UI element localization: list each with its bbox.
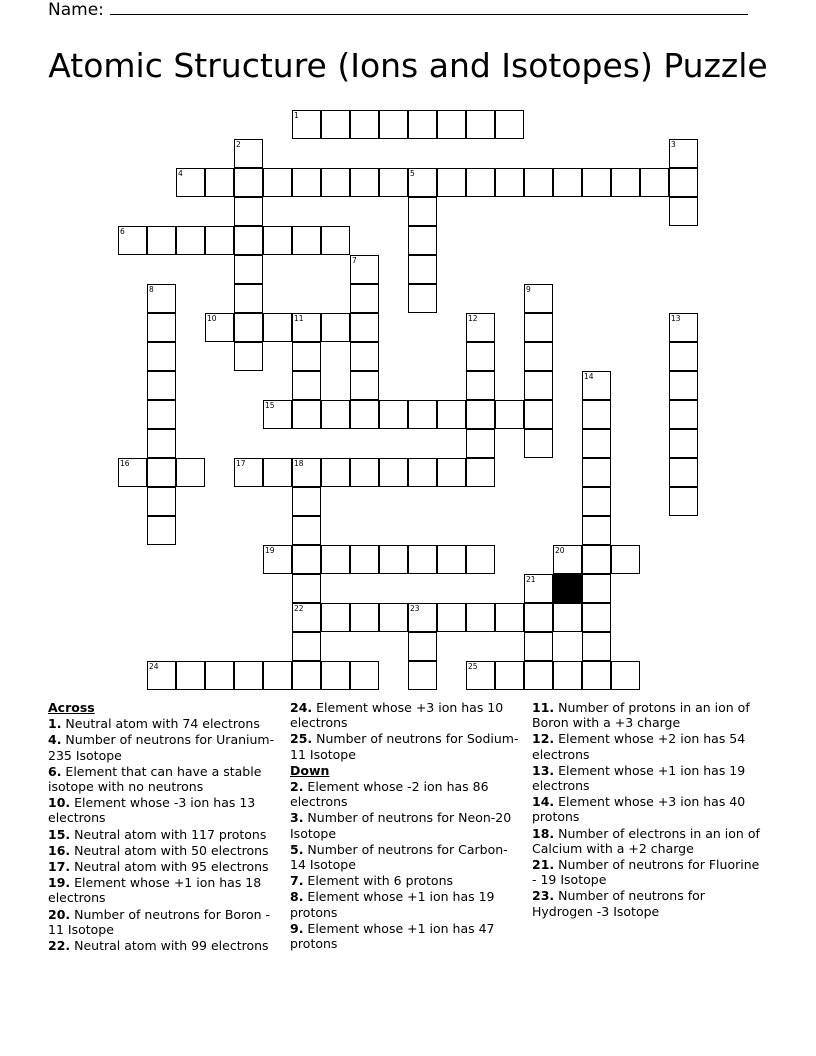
- crossword-cell[interactable]: [582, 661, 611, 690]
- clue-number: 24: [149, 662, 159, 671]
- crossword-cell[interactable]: [147, 400, 176, 429]
- crossword-cell[interactable]: [582, 400, 611, 429]
- clue-item-text: Neutral atom with 95 electrons: [70, 859, 269, 875]
- clue-item-number: 7.: [290, 873, 304, 889]
- clue-item-text: Element whose +1 ion has 47 protons: [290, 920, 495, 952]
- clue-item-number: 24.: [290, 700, 313, 715]
- clue-item: [532, 700, 764, 730]
- crossword-cell[interactable]: [234, 168, 263, 197]
- clue-item: [48, 938, 280, 953]
- clue-number: 1: [294, 111, 299, 120]
- crossword-cell[interactable]: [466, 313, 495, 342]
- clue-item-number: 23.: [532, 888, 555, 904]
- clue-item-text: Element whose +2 ion has 54 electrons: [532, 731, 746, 762]
- clue-number: 22: [294, 604, 304, 613]
- clue-item: [290, 889, 522, 919]
- crossword-cell[interactable]: [147, 284, 176, 313]
- clue-item-number: 12.: [532, 731, 555, 747]
- crossword-cell[interactable]: [611, 545, 640, 574]
- crossword-cell[interactable]: [524, 342, 553, 371]
- crossword-cell[interactable]: [147, 226, 176, 255]
- clue-item: [532, 888, 764, 918]
- crossword-cell[interactable]: [466, 371, 495, 400]
- crossword-cell[interactable]: [524, 603, 553, 632]
- crossword-cell[interactable]: [379, 603, 408, 632]
- crossword-cell[interactable]: [350, 255, 379, 284]
- crossword-cell[interactable]: [205, 313, 234, 342]
- crossword-cell[interactable]: [176, 226, 205, 255]
- clue-number: 8: [149, 285, 154, 294]
- clue-item: [48, 875, 280, 905]
- clue-item-number: 4.: [48, 732, 62, 748]
- crossword-cell[interactable]: [524, 371, 553, 400]
- crossword-cell[interactable]: [147, 342, 176, 371]
- clue-number: 19: [265, 546, 275, 555]
- crossword-cell[interactable]: [524, 400, 553, 429]
- crossword-cell[interactable]: [263, 168, 292, 197]
- crossword-cell[interactable]: [466, 342, 495, 371]
- crossword-cell[interactable]: [669, 168, 698, 197]
- clue-item-text: Neutral atom with 74 electrons: [61, 716, 260, 732]
- crossword-cell[interactable]: [350, 545, 379, 574]
- crossword-cell[interactable]: [321, 400, 350, 429]
- clue-item-number: 10.: [48, 795, 71, 811]
- crossword-cell[interactable]: [495, 400, 524, 429]
- crossword-cell[interactable]: [466, 661, 495, 690]
- crossword-cell[interactable]: [669, 429, 698, 458]
- crossword-cell[interactable]: [524, 661, 553, 690]
- crossword-cell[interactable]: [147, 487, 176, 516]
- clue-item-text: Element whose -3 ion has 13 electrons: [48, 795, 256, 826]
- crossword-cell[interactable]: [292, 545, 321, 574]
- clue-item: [48, 764, 280, 794]
- crossword-cell[interactable]: [321, 603, 350, 632]
- crossword-cell[interactable]: [553, 603, 582, 632]
- clue-number: 20: [555, 546, 565, 555]
- crossword-cell[interactable]: [582, 371, 611, 400]
- crossword-cell[interactable]: [292, 110, 321, 139]
- crossword-cell[interactable]: [437, 458, 466, 487]
- crossword-cell[interactable]: [408, 632, 437, 661]
- crossword-cell[interactable]: [350, 603, 379, 632]
- clue-item-number: 25.: [290, 731, 313, 747]
- crossword-cell[interactable]: [640, 168, 669, 197]
- clue-item: [48, 732, 280, 762]
- clue-number: 7: [352, 256, 357, 265]
- clue-item-number: 18.: [532, 825, 555, 841]
- crossword-cell[interactable]: [205, 226, 234, 255]
- clue-number: 6: [120, 227, 125, 236]
- crossword-cell[interactable]: [263, 545, 292, 574]
- crossword-cell[interactable]: [611, 661, 640, 690]
- crossword-cell[interactable]: [147, 371, 176, 400]
- crossword-cell[interactable]: [466, 603, 495, 632]
- crossword-cell[interactable]: [553, 661, 582, 690]
- crossword-cell[interactable]: [408, 400, 437, 429]
- clue-item: [48, 716, 280, 731]
- clue-item-number: 19.: [48, 875, 71, 891]
- crossword-cell[interactable]: [292, 168, 321, 197]
- clue-item-text: Number of neutrons for Hydrogen -3 Isotope: [532, 888, 705, 919]
- name-label: Name:: [48, 0, 104, 20]
- clue-item-number: 5.: [290, 841, 304, 857]
- crossword-cell[interactable]: [321, 168, 350, 197]
- down-heading: Down: [290, 762, 330, 778]
- clue-number: 3: [671, 140, 676, 149]
- clue-item-text: Element whose +1 ion has 18 electrons: [48, 875, 262, 906]
- crossword-cell[interactable]: [466, 458, 495, 487]
- crossword-cell[interactable]: [408, 661, 437, 690]
- crossword-cell[interactable]: [553, 545, 582, 574]
- clue-item-text: Neutral atom with 117 protons: [70, 826, 267, 842]
- clue-item-text: Number of neutrons for Carbon-14 Isotope: [290, 841, 508, 873]
- clue-item: [290, 779, 522, 809]
- crossword-cell[interactable]: [669, 458, 698, 487]
- crossword-cell[interactable]: [437, 400, 466, 429]
- clue-item: [532, 826, 764, 856]
- crossword-cell[interactable]: [263, 400, 292, 429]
- crossword-cell[interactable]: [437, 603, 466, 632]
- clue-number: 18: [294, 459, 304, 468]
- crossword-cell[interactable]: [669, 313, 698, 342]
- crossword-cell[interactable]: [408, 255, 437, 284]
- clue-item-text: Neutral atom with 99 electrons: [70, 938, 269, 954]
- crossword-cell[interactable]: [350, 342, 379, 371]
- crossword-cell[interactable]: [292, 342, 321, 371]
- crossword-cell[interactable]: [292, 313, 321, 342]
- crossword-cell[interactable]: [350, 371, 379, 400]
- clue-item: [48, 843, 280, 858]
- crossword-cell[interactable]: [234, 226, 263, 255]
- crossword-cell[interactable]: [611, 168, 640, 197]
- crossword-cell[interactable]: [350, 284, 379, 313]
- crossword-cell[interactable]: [205, 168, 234, 197]
- clue-number: 14: [584, 372, 594, 381]
- page-title: Atomic Structure (Ions and Isotopes) Puzzle: [48, 46, 768, 85]
- crossword-cell[interactable]: [292, 516, 321, 545]
- crossword-cell[interactable]: [466, 400, 495, 429]
- clue-item-text: Number of neutrons for Sodium-11 Isotope: [290, 731, 519, 762]
- clue-item: [532, 763, 764, 793]
- crossword-cell[interactable]: [263, 313, 292, 342]
- crossword-cell[interactable]: [524, 574, 553, 603]
- crossword-cell[interactable]: [234, 197, 263, 226]
- crossword-cell[interactable]: [495, 168, 524, 197]
- crossword-cell[interactable]: [147, 458, 176, 487]
- crossword-cell[interactable]: [466, 545, 495, 574]
- crossword-cell[interactable]: [350, 458, 379, 487]
- crossword-cell[interactable]: [582, 545, 611, 574]
- clue-item-number: 22.: [48, 938, 71, 954]
- crossword-block: [553, 574, 582, 603]
- crossword-cell[interactable]: [408, 110, 437, 139]
- clue-item-text: Number of electrons in an ion of Calcium with a +2 charge: [532, 825, 760, 856]
- clue-item-number: 2.: [290, 779, 304, 795]
- crossword-cell[interactable]: [408, 545, 437, 574]
- clue-number: 17: [236, 459, 246, 468]
- clue-item: [48, 859, 280, 874]
- crossword-cell[interactable]: [582, 632, 611, 661]
- clue-item-text: Number of neutrons for Neon-20 Isotope: [290, 810, 512, 841]
- clue-item-number: 11.: [532, 700, 555, 715]
- clue-item-number: 15.: [48, 826, 71, 842]
- crossword-cell[interactable]: [495, 603, 524, 632]
- crossword-cell[interactable]: [263, 226, 292, 255]
- clue-item-text: Number of protons in an ion of Boron with a +3 charge: [532, 700, 750, 731]
- clue-item: [290, 731, 522, 761]
- crossword-cell[interactable]: [205, 661, 234, 690]
- crossword-cell[interactable]: [408, 284, 437, 313]
- crossword-cell[interactable]: [292, 487, 321, 516]
- crossword-cell[interactable]: [582, 429, 611, 458]
- crossword-cell[interactable]: [582, 516, 611, 545]
- crossword-cell[interactable]: [234, 255, 263, 284]
- crossword-cell[interactable]: [524, 632, 553, 661]
- crossword-cell[interactable]: [292, 632, 321, 661]
- crossword-cell[interactable]: [321, 661, 350, 690]
- crossword-cell[interactable]: [321, 110, 350, 139]
- crossword-cell[interactable]: [582, 487, 611, 516]
- crossword-cell[interactable]: [582, 603, 611, 632]
- crossword-cell[interactable]: [176, 661, 205, 690]
- crossword-cell[interactable]: [292, 458, 321, 487]
- crossword-cell[interactable]: [292, 603, 321, 632]
- crossword-cell[interactable]: [350, 661, 379, 690]
- clue-item-text: Number of neutrons for Uranium-235 Isotope: [48, 732, 275, 763]
- crossword-cell[interactable]: [292, 226, 321, 255]
- clue-column-2: [290, 700, 522, 952]
- clue-number: 2: [236, 140, 241, 149]
- clue-number: 11: [294, 314, 304, 323]
- crossword-cell[interactable]: [147, 429, 176, 458]
- crossword-cell[interactable]: [669, 371, 698, 400]
- crossword-cell[interactable]: [234, 284, 263, 313]
- clue-number: 25: [468, 662, 478, 671]
- crossword-cell[interactable]: [466, 429, 495, 458]
- clue-number: 21: [526, 575, 536, 584]
- crossword-cell[interactable]: [292, 661, 321, 690]
- crossword-cell[interactable]: [408, 168, 437, 197]
- crossword-cell[interactable]: [147, 661, 176, 690]
- clue-number: 15: [265, 401, 275, 410]
- clue-item-number: 6.: [48, 763, 62, 779]
- clue-item-text: Element whose +3 ion has 10 electrons: [290, 700, 504, 731]
- clue-item-text: Number of neutrons for Fluorine - 19 Isotope: [532, 857, 760, 888]
- crossword-cell[interactable]: [524, 313, 553, 342]
- crossword-cell[interactable]: [350, 168, 379, 197]
- clue-number: 16: [120, 459, 130, 468]
- crossword-cell[interactable]: [437, 545, 466, 574]
- clue-item: [290, 873, 522, 888]
- clue-item: [48, 907, 280, 937]
- crossword-cell[interactable]: [350, 400, 379, 429]
- clue-item-text: Element whose +1 ion has 19 protons: [290, 889, 495, 920]
- clue-item: [290, 921, 522, 951]
- crossword-cell[interactable]: [582, 574, 611, 603]
- crossword-cell[interactable]: [524, 168, 553, 197]
- crossword-cell[interactable]: [118, 226, 147, 255]
- crossword-cell[interactable]: [669, 342, 698, 371]
- crossword-cell[interactable]: [408, 226, 437, 255]
- clue-item: [532, 857, 764, 887]
- crossword-cell[interactable]: [379, 110, 408, 139]
- crossword-cell[interactable]: [292, 574, 321, 603]
- crossword-cell[interactable]: [263, 458, 292, 487]
- clue-item-number: 8.: [290, 889, 304, 905]
- clue-item-text: Element whose +1 ion has 19 electrons: [532, 762, 746, 794]
- clue-item-number: 14.: [532, 794, 555, 810]
- crossword-cell[interactable]: [321, 545, 350, 574]
- crossword-cell[interactable]: [379, 168, 408, 197]
- crossword-cell[interactable]: [379, 400, 408, 429]
- clue-number: 9: [526, 285, 531, 294]
- clue-number: 4: [178, 169, 183, 178]
- clue-item-text: Element whose +3 ion has 40 protons: [532, 794, 746, 825]
- crossword-cell[interactable]: [669, 139, 698, 168]
- clue-item-number: 9.: [290, 920, 304, 936]
- clue-item-text: Element whose -2 ion has 86 electrons: [290, 779, 489, 810]
- clue-item-text: Number of neutrons for Boron - 11 Isotope: [48, 906, 270, 937]
- clue-item-number: 20.: [48, 906, 71, 922]
- crossword-cell[interactable]: [321, 458, 350, 487]
- clue-column-1: [48, 700, 280, 954]
- crossword-cell[interactable]: [234, 458, 263, 487]
- crossword-cell[interactable]: [379, 458, 408, 487]
- crossword-cell[interactable]: [466, 110, 495, 139]
- crossword-cell[interactable]: [147, 313, 176, 342]
- crossword-cell[interactable]: [292, 400, 321, 429]
- crossword-cell[interactable]: [669, 197, 698, 226]
- crossword-cell[interactable]: [437, 110, 466, 139]
- clue-number: 23: [410, 604, 420, 613]
- clue-item: [48, 795, 280, 825]
- crossword-cell[interactable]: [350, 110, 379, 139]
- crossword-cell[interactable]: [408, 458, 437, 487]
- crossword-cell[interactable]: [234, 139, 263, 168]
- crossword-cell[interactable]: [466, 168, 495, 197]
- crossword-cell[interactable]: [234, 313, 263, 342]
- crossword-cell[interactable]: [263, 661, 292, 690]
- crossword-cell[interactable]: [321, 313, 350, 342]
- crossword-cell[interactable]: [321, 226, 350, 255]
- clue-number: 13: [671, 314, 681, 323]
- crossword-cell[interactable]: [553, 168, 582, 197]
- crossword-cell[interactable]: [176, 458, 205, 487]
- clue-item-number: 3.: [290, 810, 304, 826]
- clue-item: [290, 700, 522, 730]
- crossword-cell[interactable]: [234, 661, 263, 690]
- clue-item: [290, 842, 522, 872]
- crossword-cell[interactable]: [379, 545, 408, 574]
- clue-item: [532, 794, 764, 824]
- crossword-cell[interactable]: [524, 284, 553, 313]
- crossword-cell[interactable]: [669, 400, 698, 429]
- crossword-cell[interactable]: [147, 516, 176, 545]
- clue-item-number: 17.: [48, 859, 71, 875]
- crossword-cell[interactable]: [234, 342, 263, 371]
- crossword-cell[interactable]: [669, 487, 698, 516]
- crossword-cell[interactable]: [582, 168, 611, 197]
- clue-item: [48, 827, 280, 842]
- clue-item-text: Neutral atom with 50 electrons: [70, 842, 269, 858]
- clue-number: 10: [207, 314, 217, 323]
- crossword-cell[interactable]: [582, 458, 611, 487]
- clue-item: [532, 731, 764, 761]
- clue-item-number: 21.: [532, 857, 555, 873]
- clue-column-3: [532, 700, 764, 920]
- crossword-cell[interactable]: [118, 458, 147, 487]
- crossword-cell[interactable]: [408, 197, 437, 226]
- clue-number: 5: [410, 169, 415, 178]
- clue-item-number: 16.: [48, 842, 71, 858]
- clue-item-number: 1.: [48, 716, 62, 732]
- crossword-cell[interactable]: [350, 313, 379, 342]
- crossword-cell[interactable]: [292, 371, 321, 400]
- crossword-cell[interactable]: [408, 603, 437, 632]
- clue-item-number: 13.: [532, 762, 555, 778]
- crossword-cell[interactable]: [495, 110, 524, 139]
- crossword-cell[interactable]: [524, 429, 553, 458]
- clue-number: 12: [468, 314, 478, 323]
- clue-item-text: Element with 6 protons: [303, 873, 454, 889]
- clue-item: [290, 810, 522, 840]
- clue-item-text: Element that can have a stable isotope with no neutrons: [48, 763, 262, 795]
- crossword-cell[interactable]: [437, 168, 466, 197]
- across-heading: Across: [48, 700, 95, 715]
- crossword-cell[interactable]: [495, 661, 524, 690]
- crossword-cell[interactable]: [176, 168, 205, 197]
